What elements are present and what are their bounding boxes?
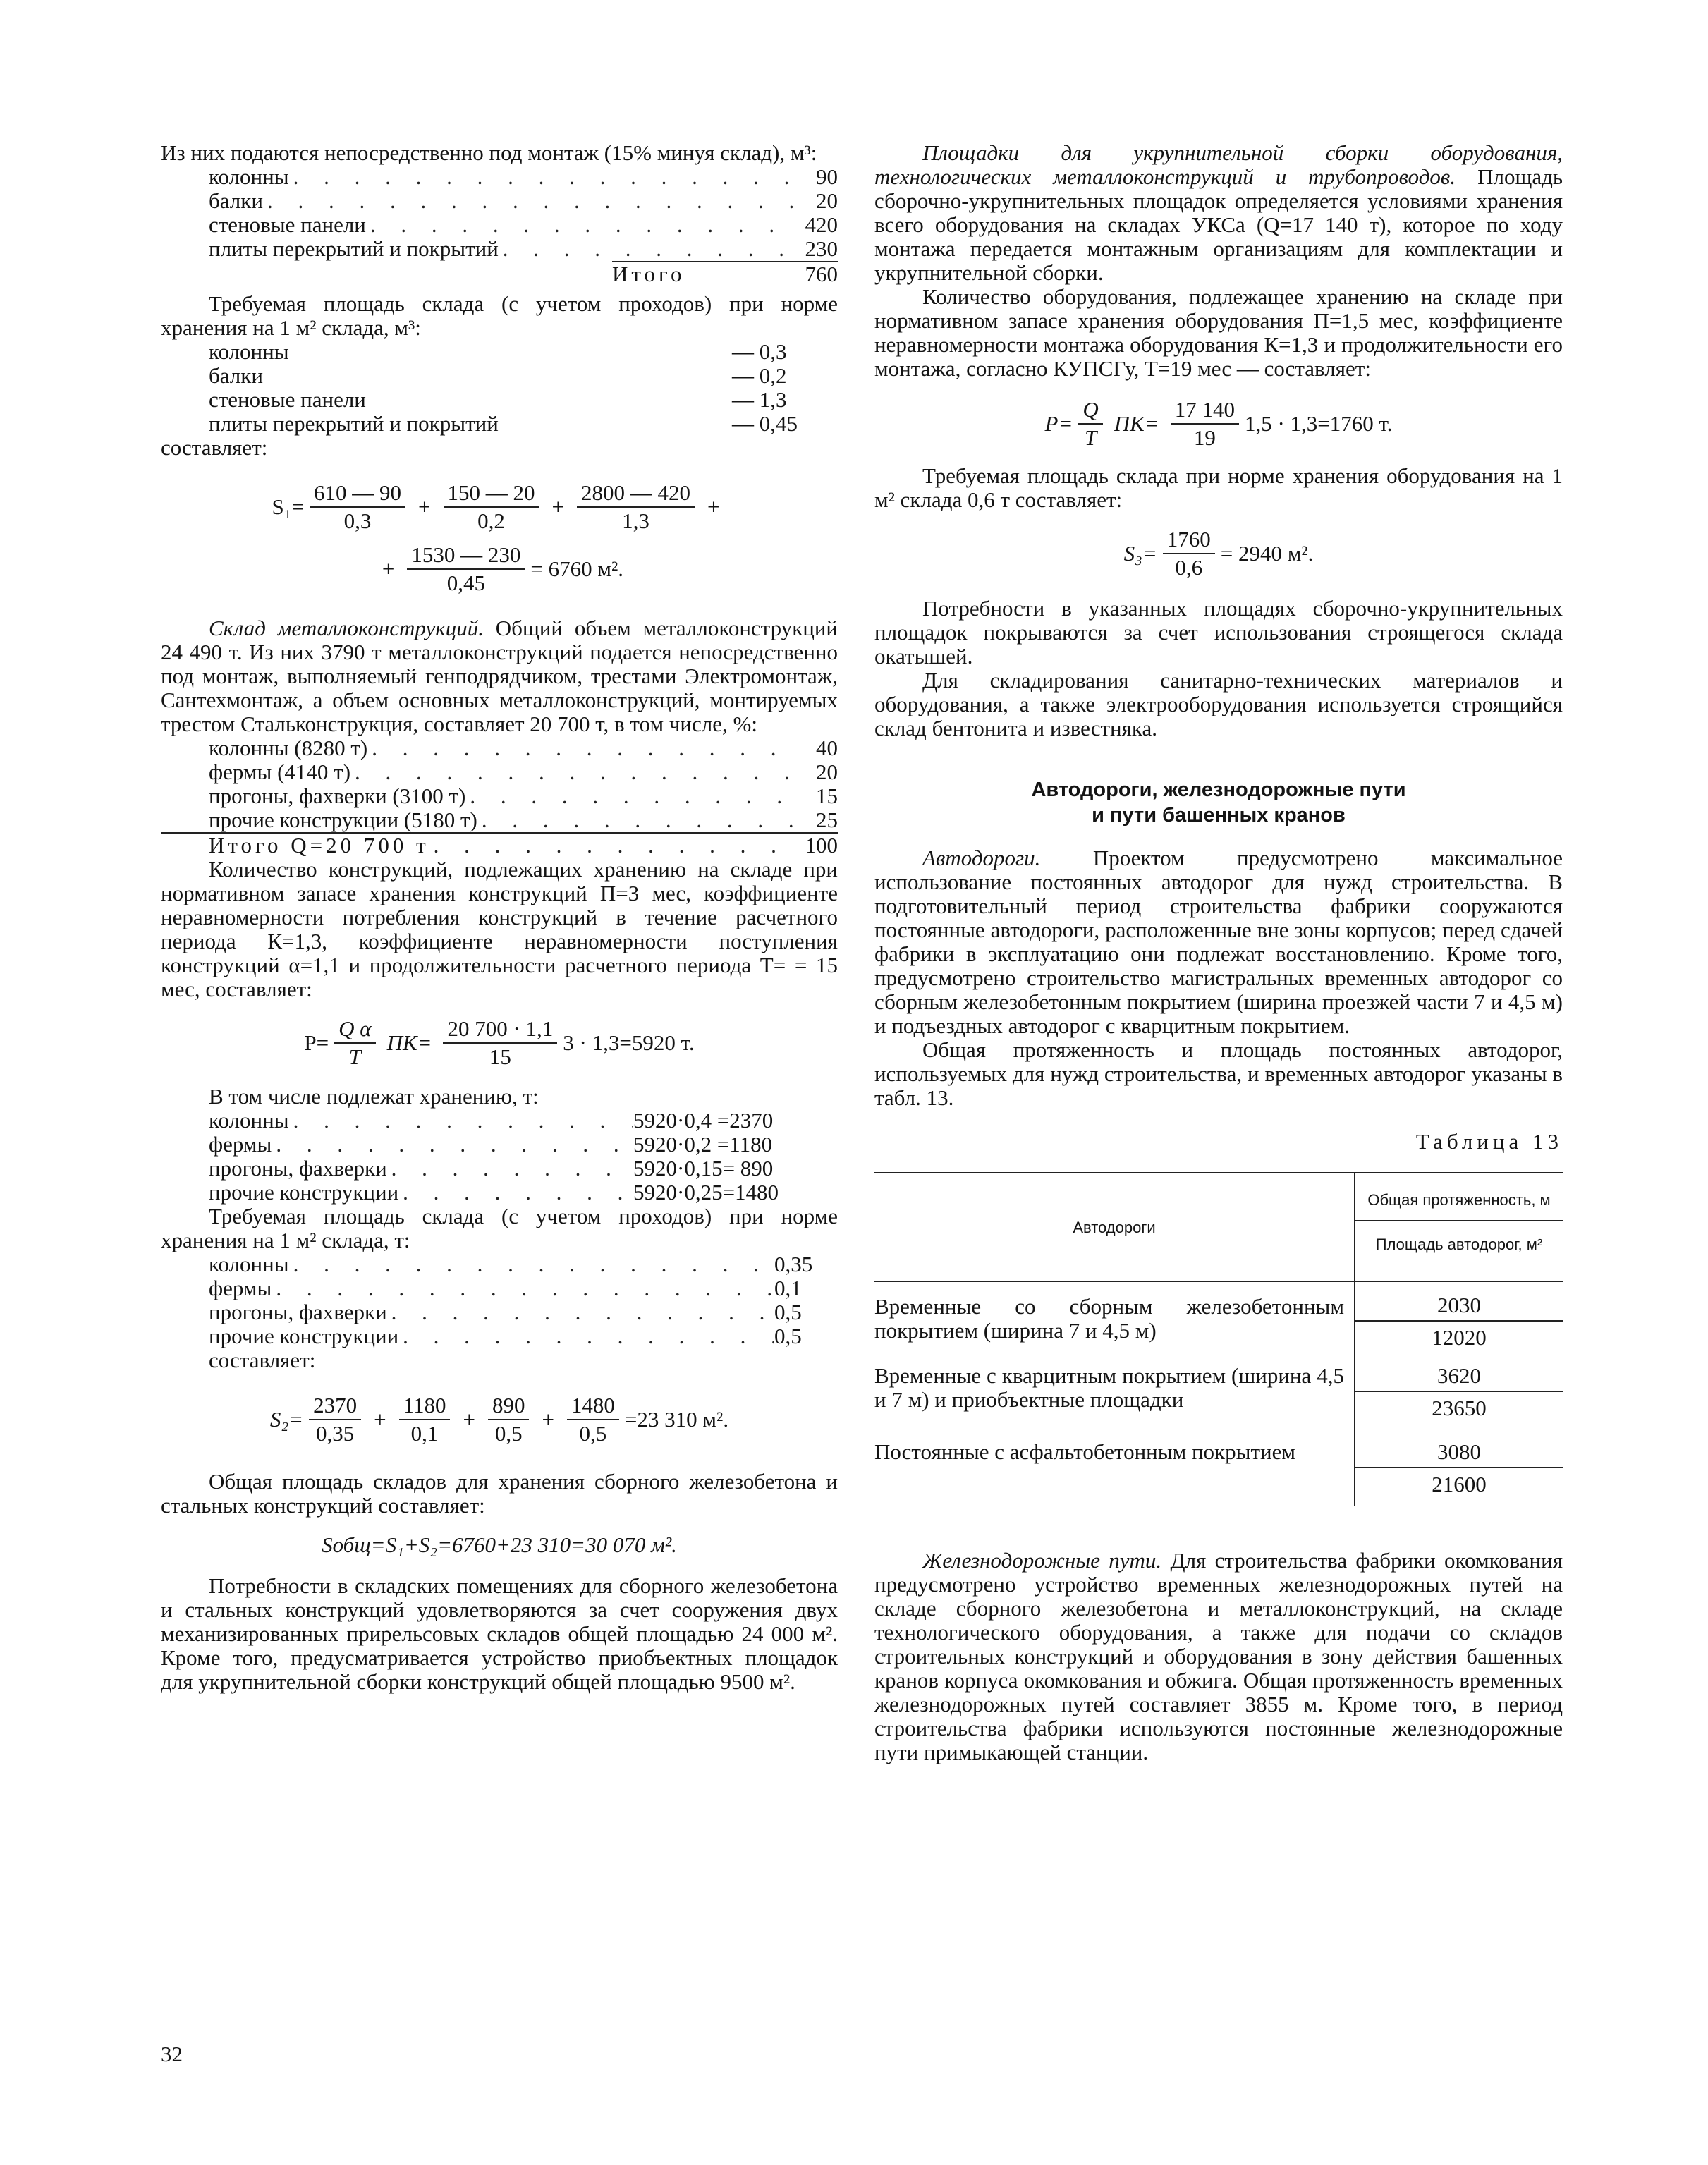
list-norms-2 — [209, 1252, 838, 1348]
table-row: 21600 — [1432, 1472, 1487, 1496]
formula-p: P= $\frac{\text{Q α}}{T}$ ПК= $\frac{20 700 \cdot 1,1}{15}$ 3 · 1,3=5920 т. — [304, 1016, 695, 1069]
right-column — [874, 141, 1563, 1764]
list-item: колонны — 0,3 — [209, 339, 787, 364]
formula-s2: S₂= $\frac{2370}{0,35}$ + $\frac{1180}{0,1}$ + $\frac{890}{0,5}$ + $\frac{1480}{0,5}$ =23 310 м². — [269, 1393, 729, 1446]
table-title: Таблица 13 — [1415, 1129, 1563, 1154]
list-item: стеновые панели . . . 420 — [209, 213, 838, 237]
table-header-area: Площадь автодорог, м² — [1355, 1221, 1563, 1281]
list-item: колонны . . . 5920·0,4 =2370 — [209, 1109, 838, 1133]
norm-paragraph: Требуемая площадь склада (с учетом проходов) при норме хранения на 1 м² склада, м³: — [161, 291, 838, 340]
norm-paragraph-2: Требуемая площадь склада (с учетом проходов) при норме хранения на 1 м² склада, т: — [161, 1204, 838, 1252]
list-item: прогоны, фахверки (3100 т) . . . 15 — [209, 784, 838, 808]
equip-paragraph: Количество оборудования, подлежащее хранению на складе при нормативном запасе хранения оборудования П=1,5 мес, коэффициенте неравномерности монтажа оборудования К=1,3 и продолжительности его монтажа, согласно КУПСГу, Т=19 мес — составляет: — [874, 284, 1563, 381]
list-item: фермы (4140 т) . . . 20 — [209, 760, 838, 784]
list-item: колонны . . . 0,35 — [209, 1252, 838, 1276]
table-row: Временные с кварцитным покрытием (ширина 4,5 и 7 м) и приобъектные площадки 3620 — [874, 1355, 1563, 1391]
list-item: плиты перекрытий и покрытий — 0,45 — [209, 411, 798, 436]
needs-paragraph: Потребности в складских помещениях для сборного железобетона и стальных конструкций удовлетворяются за счет сооружения двух механизированных прирельсовых складов общей площадью 24 000 м². Кроме того, предусматривается устройство приобъектных площадок для укрупнительной сборки конструкций общей площадью 9500 м². — [161, 1573, 838, 1694]
list-item: прогоны, фахверки . . . 5920·0,15= 890 — [209, 1157, 838, 1181]
formula-s-total: Sобщ=S₁+S₂=6760+23 310=30 070 м². — [322, 1532, 677, 1557]
rail-paragraph: Железнодорожные пути. Для строительства фабрики окомкования предусмотрено устройство временных железнодорожных путей на складе сборного железобетона и металлоконструкций, на складе технологического оборудования, а также для подачи со складов строительных конструкций и оборудования в зону действия башенных кранов корпуса окомкования и обжига. Общая протяженность временных железнодорожных путей составляет 3855 м. Кроме того, в период строительства фабрики используются постоянные железнодорожные пути примыкающей станции. — [874, 1548, 1563, 1764]
roads-table — [874, 1172, 1563, 1506]
total-row: Итого Q=20 700 т . . . 100 — [161, 832, 838, 858]
list-item: балки — 0,2 — [209, 363, 787, 388]
list-pre-mount — [209, 165, 838, 261]
sostavlyaet-label: составляет: — [161, 435, 268, 460]
left-column — [161, 141, 838, 1694]
sostavlyaet-label: составляет: — [209, 1348, 316, 1372]
list-item: фермы . . . 0,1 — [209, 1276, 838, 1300]
formula-s1-line2: + $\frac{1530 — 230}{0,45}$ = 6760 м². — [382, 542, 624, 595]
list-item: плиты перекрытий и покрытий . . . 230 — [209, 237, 838, 261]
table-row: Постоянные с асфальтобетонным покрытием 3080 — [874, 1432, 1563, 1468]
platforms-paragraph: Площадки для укрупнительной сборки оборудования, технологических металлоконструкций и трубопроводов. Площадь сборочно-укрупнительных площадок определяется условиями хранения всего оборудования на складах УКСа (Q=17 140 т), которое по ходу монтажа передается монтажным организациям для комплектации и укрупнительной сборки. — [874, 140, 1563, 285]
list-item: фермы . . . 5920·0,2 =1180 — [209, 1133, 838, 1157]
list-item: прочие конструкции (5180 т) . . . 25 — [209, 808, 838, 832]
table-header-roads: Автодороги — [874, 1173, 1355, 1281]
table-row: Временные со сборным железобетонным покрытием (ширина 7 и 4,5 м) 2030 — [874, 1281, 1563, 1321]
list-item: балки . . . 20 — [209, 189, 838, 213]
store-intro: В том числе подлежат хранению, т: — [209, 1084, 539, 1109]
length-paragraph: Общая протяженность и площадь постоянных автодорог, используемых для нужд строительства, и временных автодорог указаны в табл. 13. — [874, 1037, 1563, 1110]
formula-s3: S₃= $\frac{1760}{0,6}$ = 2940 м². — [1123, 527, 1314, 580]
table-row: 23650 — [1432, 1396, 1487, 1420]
list-item: прогоны, фахверки . . . 0,5 — [209, 1300, 838, 1324]
formula-s1-line1: S₁= $\frac{610 — 90}{0,3}$ + $\frac{150 — 20}{0,2}$ + $\frac{2800 — 420}{1,3}$ + — [272, 480, 720, 533]
list-norms — [209, 340, 838, 436]
list-item: стеновые панели — 1,3 — [209, 387, 787, 412]
metal-paragraph: Склад металлоконструкций. Общий объем металлоконструкций 24 490 т. Из них 3790 т металлоконструкций подается непосредственно под монтаж, выполняемый генподрядчиком, трестами Электромонтаж, Сантехмонтаж, а объем основных металлоконструкций, монтируемых трестом Стальконструкция, составляет 20 700 т, в том числе, %: — [161, 616, 838, 736]
list-metal — [209, 736, 838, 832]
sanitary-paragraph: Для складирования санитарно-технических материалов и оборудования, а также электрооборудования используется строящийся склад бентонита и известняка. — [874, 668, 1563, 740]
total-area-paragraph: Общая площадь складов для хранения сборного железобетона и стальных конструкций составляет: — [161, 1469, 838, 1518]
page-number: 32 — [161, 2042, 183, 2066]
table-row: 12020 — [1432, 1325, 1487, 1350]
section-heading: Автодороги, железнодорожные пути и пути башенных кранов — [1031, 779, 1406, 827]
table-header-length: Общая протяженность, м — [1355, 1173, 1563, 1221]
list-item: колонны . . . 90 — [209, 165, 838, 189]
list-item: прочие конструкции . . . 0,5 — [209, 1324, 838, 1348]
formula-p2: P= $\frac{Q}{T}$ ПК= $\frac{17 140}{19}$ 1,5 · 1,3=1760 т. — [1044, 397, 1393, 450]
qty-paragraph: Количество конструкций, подлежащих хранению на складе при нормативном запасе хранения конструкций П=3 мес, коэффициенте неравномерности потребления конструкций в течение расчетного периода К=1,3, коэффициенте неравномерности поступления конструкций α=1,1 и продолжительности расчетного периода Т= = 15 мес, составляет: — [161, 857, 838, 1001]
req-paragraph: Требуемая площадь склада при норме хранения оборудования на 1 м² склада 0,6 т составляет: — [874, 463, 1563, 512]
list-item: прочие конструкции . . . 5920·0,25=1480 — [209, 1181, 838, 1205]
total-row: Итого 760 — [612, 262, 838, 286]
cover-paragraph: Потребности в указанных площадях сборочно-укрупнительных площадок покрываются за счет использования строящегося склада окатышей. — [874, 596, 1563, 669]
list-store — [209, 1109, 838, 1205]
list-item: колонны (8280 т) . . . 40 — [209, 736, 838, 760]
roads-paragraph: Автодороги. Проектом предусмотрено максимальное использование постоянных автодорог для нужд строительства. В подготовительный период строительства фабрики сооружаются постоянные автодороги, расположенные вне зоны корпусов; перед сдачей фабрики в эксплуатацию они подлежат восстановлению. Кроме того, предусмотрено строительство магистральных временных автодорог со сборным железобетонным покрытием (ширина проезжей части 7 и 4,5 м) и подъездных автодорог с кварцитным покрытием. — [874, 846, 1563, 1038]
intro-paragraph: Из них подаются непосредственно под монтаж (15% минуя склад), м³: — [161, 140, 817, 165]
